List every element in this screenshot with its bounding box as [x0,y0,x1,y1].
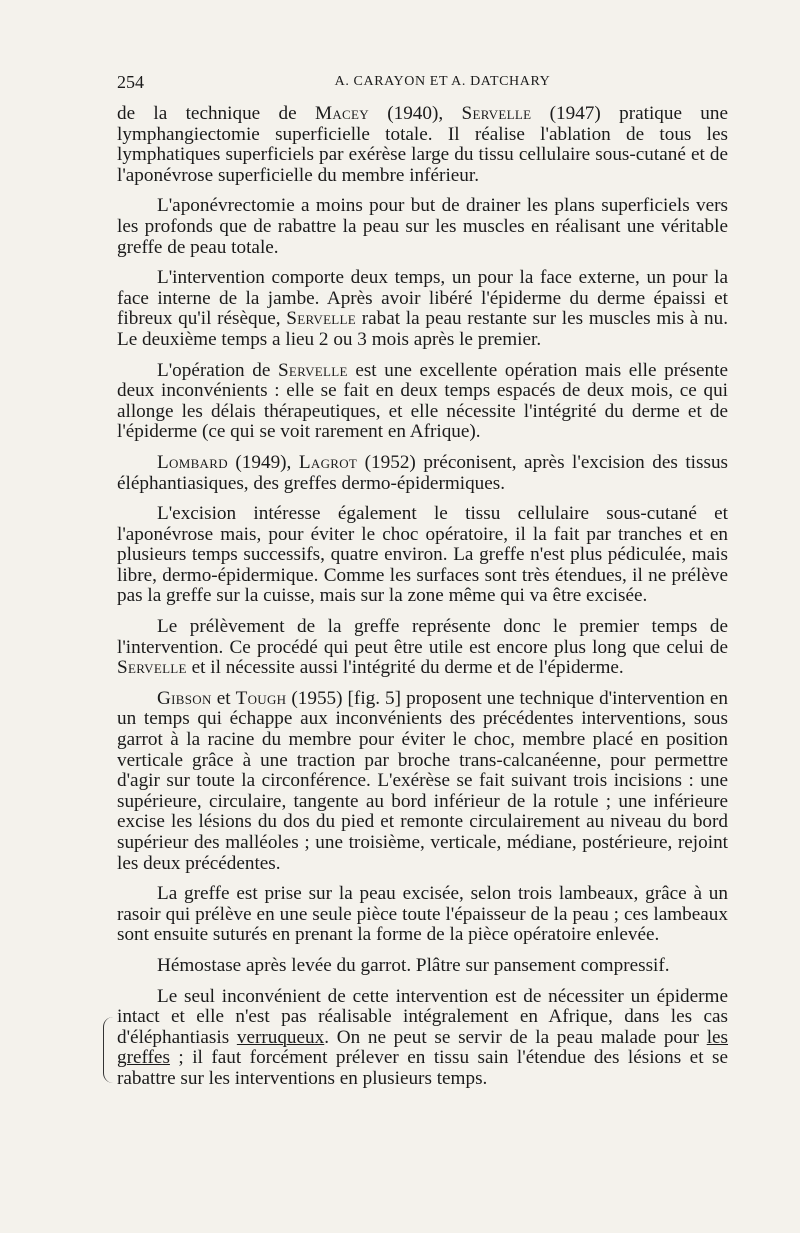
paragraph-3 [117,268,728,350]
body-text [117,104,728,1090]
text: et il nécessite aussi l'intégrité du derme et de l'épiderme. [186,657,624,679]
handwritten-margin-bracket [103,1017,114,1083]
author-name: Servelle [461,103,532,124]
underlined-text: verruqueux [236,1026,325,1048]
author-name: Macey [314,103,369,124]
author-name: Lombard [157,451,228,473]
author-name: Lagrot [298,451,358,473]
text: est une excellente opération mais elle présente deux inconvénients : elle se fait en deux temps espacés de deux mois, ce qui allonge les délais thérapeutiques, et elle nécessite l'intégrité du derme et de l'épiderme (ce qui se voit rarement en Afrique). [117,359,728,443]
text: Le prélèvement de la greffe représente donc le premier temps de l'intervention. Ce procédé qui peut être utile est encore plus long que celui de [117,616,728,658]
paragraph-8 [117,689,728,874]
author-name: Tough [235,687,287,709]
text: rabat la peau restante sur les muscles mis à nu. Le deuxième temps a lieu 2 ou 3 mois après le premier. [117,308,728,350]
page-number: 254 [117,72,144,92]
author-name: Gibson [157,687,212,709]
text: La greffe est prise sur la peau excisée, selon trois lambeaux, grâce à un rasoir qui prélève en une seule pièce toute l'épaisseur de la peau ; ces lambeaux sont ensuite suturés en prenant la forme de la pièce opératoire enlevée. [117,883,728,946]
text: Hémostase après levée du garrot. Plâtre sur pansement compressif. [157,954,670,976]
text: L'aponévrectomie a moins pour but de drainer les plans superficiels vers les profonds que de rabattre la peau sur les muscles en réalisant une véritable greffe de peau totale. [117,195,728,258]
text: ; il faut forcément prélever en tissu sain l'étendue des lésions et se rabattre sur les interventions en plusieurs temps. [117,1047,728,1089]
paragraph-6 [117,504,728,607]
text: et [211,687,236,709]
author-name: Servelle [277,359,348,381]
paragraph-2 [117,196,728,258]
text: Le seul inconvénient de cette intervention est de nécessiter un épiderme intact et elle n'est pas réalisable intégralement en Afrique, dans les cas d'éléphantiasis [117,985,728,1048]
text: de la technique de [117,103,315,124]
text: L'intervention comporte deux temps, un pour la face externe, un pour la face interne de la jambe. Après avoir libéré l'épiderme du derme épaissi et fibreux qu'il résèque, [117,267,728,330]
underlined-text: les greffes [117,1026,729,1069]
text: (1955) [fig. 5] proposent une technique d'intervention en un temps qui échappe aux inconvénients des précédentes interventions, sous garrot à la racine du membre pour éviter le choc, membre placé en position verticale grâce à une traction par broche trans-calcanéenne, pour permettre d'agir sur toute la circonférence. L'exérèse se fait suivant trois incisions : une supérieure, circulaire, tangente au bord inférieur de la rotule ; une inférieure excise les lésions du dos du pied et remonte circulairement au niveau du bord supérieur des malléoles ; une troisième, verticale, médiane, postérieure, rejoint les deux précédentes. [117,687,728,874]
text: (1952) préconisent, après l'excision des tissus éléphantiasiques, des greffes dermo-épidermiques. [117,451,729,494]
text: (1940), [368,103,462,124]
text: (1947) pratique une lymphangiectomie superficielle totale. Il réalise l'ablation de tous les lymphatiques superficiels par exérèse large du tissu cellulaire sous-cutané et de l'aponévrose superficielle du membre inférieur. [117,103,729,186]
paragraph-5 [117,453,728,494]
text: . On ne peut se servir de la peau malade pour [324,1026,707,1048]
paragraph-1 [117,104,728,186]
paragraph-10 [117,956,728,977]
page-header [117,72,728,98]
author-name: Servelle [117,657,187,679]
paragraph-11 [117,987,728,1090]
author-name: Servelle [286,308,357,330]
paragraph-4 [117,361,728,443]
text: (1949), [227,451,299,473]
text: L'excision intéresse également le tissu cellulaire sous-cutané et l'aponévrose mais, pour éviter le choc opératoire, il la fait par tranches et en plusieurs temps successifs, quatre environ. La greffe n'est plus pédiculée, mais libre, dermo-épidermique. Comme les surfaces sont très étendues, il ne prélève pas la greffe sur la cuisse, mais sur la zone même qui va être excisée. [117,503,728,607]
running-head: A. CARAYON ET A. DATCHARY [334,74,551,89]
text: L'opération de [157,359,278,381]
paragraph-7 [117,617,728,679]
paragraph-9 [117,884,728,946]
